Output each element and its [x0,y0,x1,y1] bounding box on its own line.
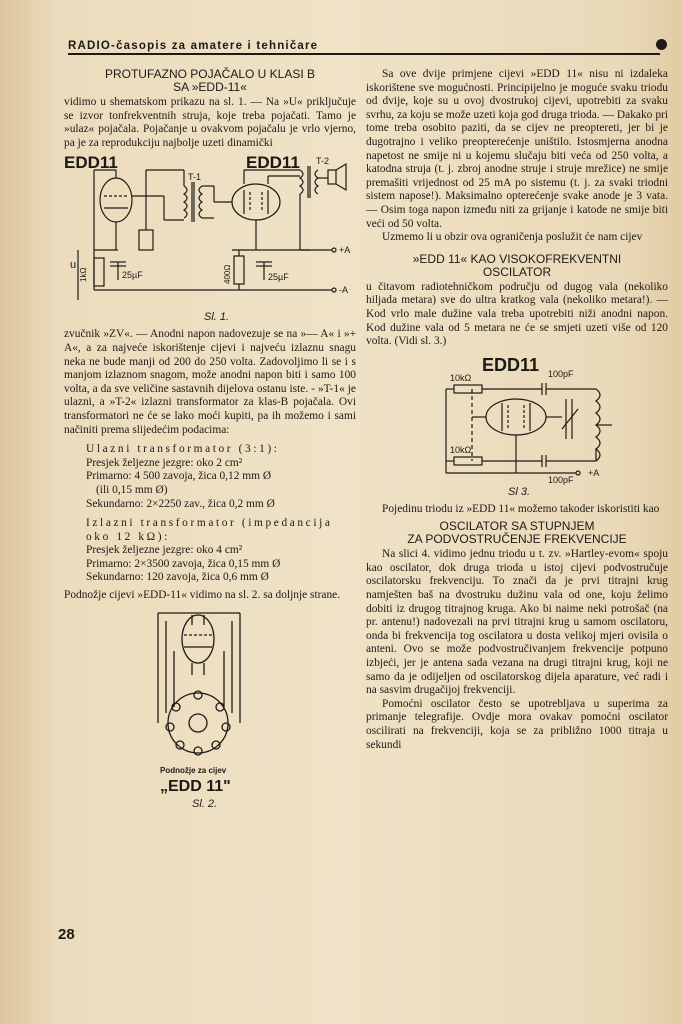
section-heading [366,520,668,546]
capacitor-2-label: 25µF [268,272,289,283]
figure-3-caption: Sl 3. [508,485,531,497]
transformer-t1-label: T-1 [188,172,202,183]
heading-line-1: OSCILATOR SA STUPNJEM [439,519,595,534]
input-u-label: u [70,259,77,272]
capacitor-1-label: 25µF [122,270,143,281]
tube-label-right: EDD11 [246,153,300,173]
header-ornament [656,39,667,50]
section-heading [366,253,668,279]
resistor-2-label: 10kΩ [450,444,472,455]
spec-title [64,443,356,457]
paragraph: Podnožje cijevi »EDD-11« vidimo na sl. 2. sa doljnje strane. [64,589,341,602]
paragraph: Uzmemo li u obzir ova ograničenja poslužit će nam cijev [382,231,643,244]
minus-a-label: -A [339,285,348,296]
transformer-t2-label: T-2 [316,156,330,167]
spec-line: Presjek željezne jezgre: oko 2 cm² [86,456,243,469]
tube-label-left: EDD11 [64,153,118,173]
running-header [68,40,668,54]
heading-line-2: SA »EDD-11« [173,80,247,94]
article-heading [64,68,356,94]
paragraph: zvučnik »ZV«. — Anodni napon nadovezuje se na »— A« i »+ A«, a za najveće iskorištenje cijevi i najveću izlaznu snagu neka ne bude manji od 200 do 250 volta. Zadovoljimo li se i s manjom izlaznom snagom, može anodni napon biti i samo 100 volta, a da sve veličine sastavnih dijelova ostanu iste. - »T-1« je ulazni, a »T-2« izlazni transformator za klas-B pojačala. Ovi transformatori ne će se lako moći kupiti, pa ih možemo i sami načiniti prema slijedećim podacima: [64,328,356,436]
paragraph: Na slici 4. vidimo jednu triodu u t. zv. »Hartley-evom« spoju kao oscilator, dok druga trioda u istoj cijevi podvostručuje oscilatorsku frekvenciju. To znači da je prvi titrajni krug namješten baš na dvostruku dužinu vala od one, koju želimo dobiti iz drugog titrajnog kruga. Ako bi naime neki potrošač (na pr. antenu!) nadovezali na prvi titrajni krug u samom oscilatoru, onda bi frekvencija tog oscilatora u dosta velikoj mjeri ovisila o anteni. Ovo se može podvostručivanjem frekvencije potpuno izbjeći, jer je antena sada vezana na drugi titrajni krug, koji ne samo da je odijeljen od oscilatorskog dijela aparature, već radi i na sasvim drugačijoj frekvenciji. [366,548,668,697]
spec-line: Sekundarno: 120 zavoja, žica 0,6 mm Ø [86,571,269,584]
left-column [64,68,356,813]
spec-line: Sekundarno: 2×2250 zav., žica 0,2 mm Ø [86,497,275,510]
paragraph: Sa ove dvije primjene cijevi »EDD 11« nisu ni izdaleka iskorištene sve mogućnosti. Principijelno je moguće svaku triodu od dvije, koje su u ovoj dvostrukoj cijevi, upotrebiti za svaku svrhu, za koju se može uzeti koja god druga trioda. — Dakako pri tome treba osobito paziti, da se cijev ne preoptereti, jer bi je dugotrajno i veliko preopterećenje uništilo. Istosmjerna anodna napetost ne smije ni u kojemu slučaju biti veća od 250 volta, a katodna struja (t. j. zbroj anodne struje i struje mrežice) ne smije premašiti vrijednost od 25 mA po sistemu (t. j. za svaki triodni sistem napose!). Maksimalno opterećenje svake anode je 3 vata. — Osim toga napon između niti za grijanje i katode ne smije biti veći od 50 volta. [366,68,668,230]
heading-line-2: OSCILATOR [482,264,552,279]
capacitor-2-label: 100pF [548,474,574,485]
spec-1-title: Ulazni transformator (3:1): [86,443,280,456]
figure-3-schematic [366,349,668,497]
spec-title [64,517,356,544]
plus-a-label: +A [588,467,600,478]
paragraph: u čitavom radiotehničkom području od dugog vala (nekoliko hiljada metara) sve do ultra kratkog vala (nekoliko metara!). — Kod vrlo male dužine vala treba upotrebiti niži anodni napon. Kod dužine vala od 5 metara ne će se smjeti uzeti više od 120 volta. (Vidi sl. 3.) [366,280,668,348]
socket-label-1: Podnožje za cijev [160,765,227,775]
paragraph: Pomoćni oscilator često se upotrebljava u superima za primanje telegrafije. Ovdje mora ovakav pomoćni oscilator oscilirati na frekvenciji, koja se za približno 1000 titraja u sekundi [366,697,668,751]
header-title: RADIO-časopis za amatere i tehničare [68,40,319,52]
socket-label-2: „EDD 11" [160,777,231,795]
figure-2-caption: Sl. 2. [192,797,218,810]
push-pull-amplifier-schematic [64,150,356,328]
paragraph: vidimo u shematskom prikazu na sl. 1. — Na »U« priključuje se izvor tonfrekventnih struja, koje treba pojačati. Tamo je »ulaz« pojačala. Pojačanje u ovakvom pojačalu je vrlo vjerno, pa je za reprodukciju najbolje uzeti dinamički [64,96,356,149]
figure-1-schematic [64,150,356,328]
tube-title: EDD11 [482,354,540,375]
paragraph: Pojedinu triodu iz »EDD 11« možemo takoder iskoristiti kao [382,502,660,515]
page-number: 28 [58,926,75,943]
resistor-2-label: 400Ω [223,265,232,285]
capacitor-1-label: 100pF [548,368,574,379]
right-column [366,68,668,752]
resistor-1-label: 1kΩ [79,267,88,283]
spec-line: Presjek željezne jezgre: oko 4 cm² [86,544,243,557]
tube-socket-diagram [64,603,356,813]
hf-oscillator-schematic [366,349,668,497]
heading-line-1: PROTUFAZNO POJAČALO U KLASI B [104,67,316,81]
spec-2-title: Izlazni transformator (impedancija oko 12 kΩ): [86,517,333,543]
spec-line: (ili 0,15 mm Ø) [96,483,168,496]
header-rule [68,53,660,55]
heading-line-2: ZA PODVOSTRUČENJE FREKVENCIJE [407,532,627,547]
heading-line-1: »EDD 11« KAO VISOKOFREKVENTNI [412,251,622,266]
figure-2-socket [64,603,356,813]
resistor-1-label: 10kΩ [450,372,472,383]
plus-a-label: +A [339,245,351,256]
spec-line: Primarno: 2×3500 zavoja, žica 0,15 mm Ø [86,557,281,570]
figure-1-caption: Sl. 1. [204,311,230,324]
spec-line: Primarno: 4 500 zavoja, žica 0,12 mm Ø [86,470,272,483]
